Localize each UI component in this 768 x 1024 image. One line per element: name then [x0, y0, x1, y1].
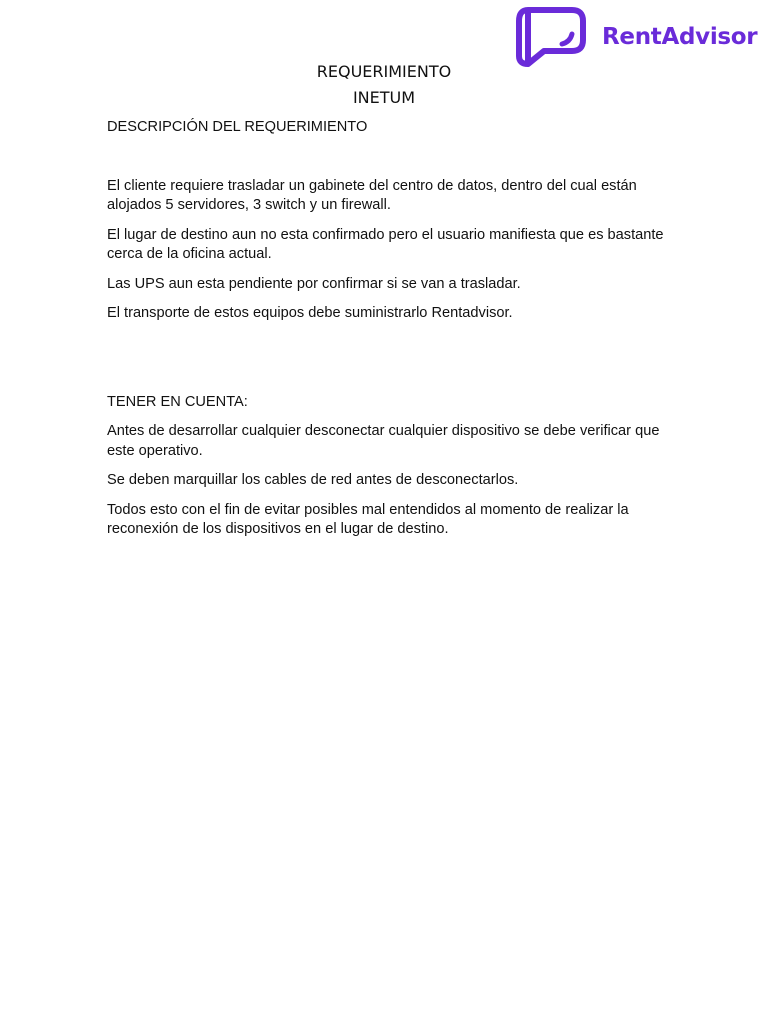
paragraph: Todos esto con el fin de evitar posibles mal entendidos al momento de realizar la reconexión de los dispositivos en el lugar de destino.	[107, 501, 629, 537]
paragraph: Se deben marquillar los cables de red antes de desconectarlos.	[107, 472, 519, 488]
document-title: REQUERIMIENTO	[316, 62, 452, 81]
document-subtitle: INETUM	[352, 88, 416, 107]
section-heading-description: DESCRIPCIÓN DEL REQUERIMIENTO	[107, 119, 368, 135]
section-heading-notes: TENER EN CUENTA:	[107, 393, 248, 410]
logo-text: RentAdvisor	[602, 24, 758, 50]
paragraph: El transporte de estos equipos debe suministrarlo Rentadvisor.	[107, 305, 513, 321]
chat-bubble-logo-icon	[516, 7, 586, 67]
paragraph: Las UPS aun esta pendiente por confirmar si se van a trasladar.	[107, 275, 521, 292]
paragraph: El lugar de destino aun no esta confirmado pero el usuario manifiesta que es bastante cerca de la oficina actual.	[107, 226, 664, 262]
paragraph: Antes de desarrollar cualquier desconectar cualquier dispositivo se debe verificar que este operativo.	[107, 423, 660, 459]
paragraph: El cliente requiere trasladar un gabinete del centro de datos, dentro del cual están alojados 5 servidores, 3 switch y un firewall.	[107, 177, 637, 213]
document-body	[107, 118, 667, 550]
spacer	[107, 334, 667, 393]
